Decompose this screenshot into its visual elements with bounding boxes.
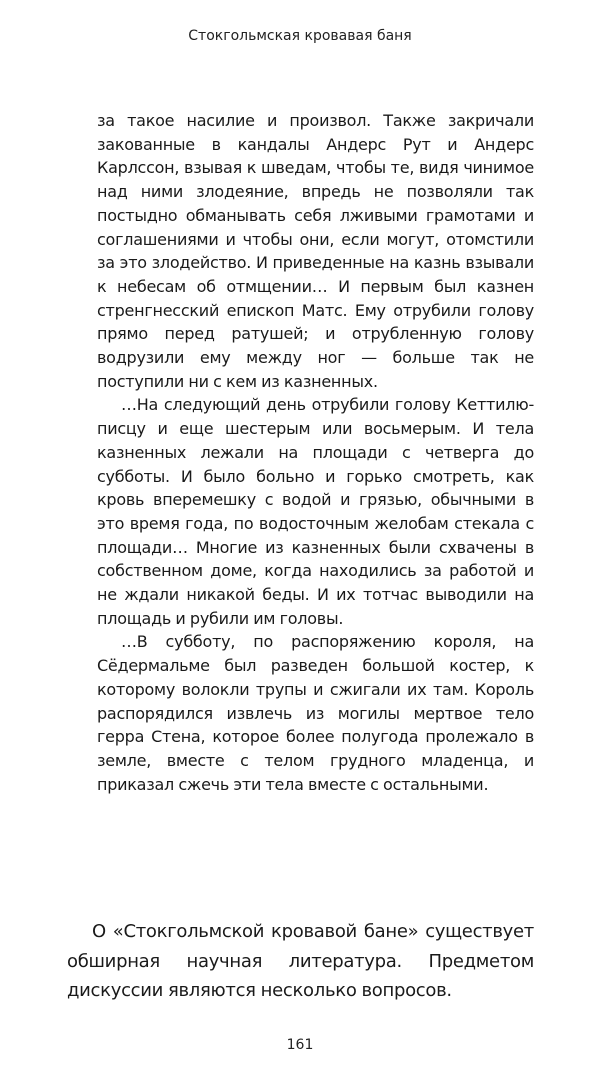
page-number: 161	[286, 1037, 314, 1053]
quote-paragraph-2: …На следующий день отрубили голову Кеттилю-писцу и еще шестерым или восьмерым. И тела казненных лежали на площади с четверга до субботы. И было больно и горько смотреть, как кровь вперемешку с водой и грязью, обычными в это время года, по водосточным желобам стекала с площади… Многие из казненных были схвачены в собственном доме, когда находились за работой и не ждали никакой беды. И их тотчас выводили на площадь и рубили им головы.	[97, 395, 534, 628]
main-body-text	[67, 917, 534, 1006]
quote-paragraph-3: …В субботу, по распоряжению короля, на Сёдермальме был разведен большой костер, к которому волокли трупы и сжигали их там. Король распорядился извлечь из могилы мертвое тело герра Стена, которое более полугода пролежало в земле, вместе с телом грудного младенца, и приказал сжечь эти тела вместе с остальными.	[97, 632, 534, 794]
quoted-chronicle-text	[97, 109, 534, 796]
quote-paragraph-1: за такое насилие и произвол. Также закричали закованные в кандалы Андерс Рут и Андерс Карлссон, взывая к шведам, чтобы те, видя чинимое над ними злодеяние, впредь не позволяли так постыдно обманывать себя лживыми грамотами и соглашениями и чтобы они, если могут, отомстили за это злодейство. И приведенные на казнь взывали к небесам об отмщении… И первым был казнен стренгнесский епископ Матс. Ему отрубили голову прямо перед ратушей; и отрубленную голову водрузили ему между ног — больше так не поступили ни с кем из казненных.	[97, 111, 534, 391]
body-paragraph: О «Стокгольмской кровавой бане» существует обширная научная литература. Предметом дискуссии являются несколько вопросов.	[67, 921, 534, 1001]
running-header: Стокгольмская кровавая баня	[188, 28, 412, 44]
